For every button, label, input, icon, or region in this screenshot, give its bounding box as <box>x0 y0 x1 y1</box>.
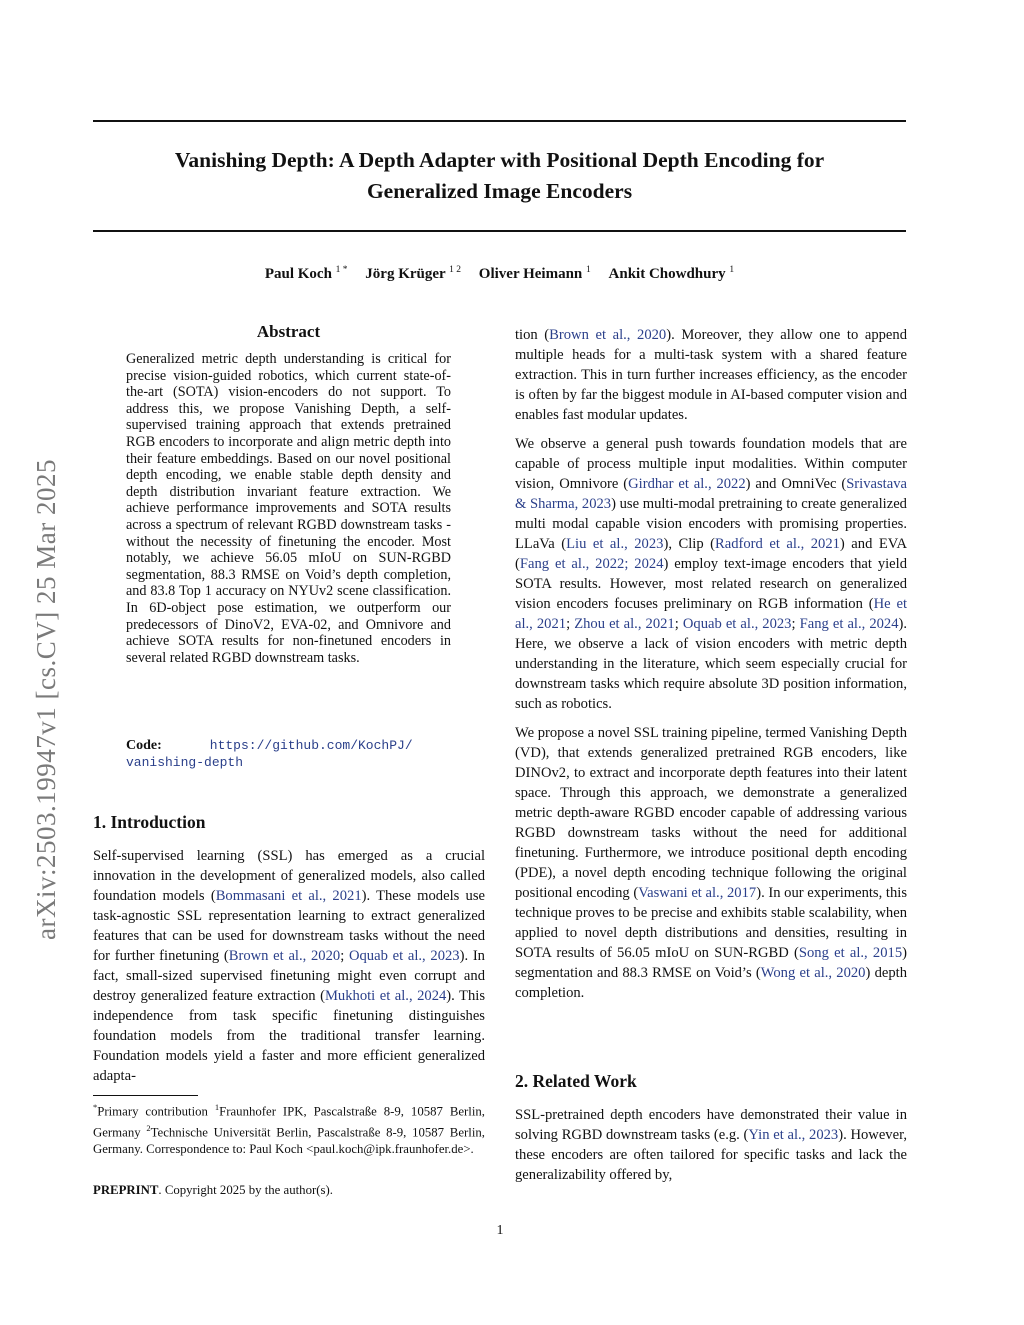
introduction-heading: 1. Introduction <box>93 812 206 832</box>
code-url-link[interactable]: https://github.com/KochPJ/ vanishing-depth <box>126 738 413 770</box>
author-name: Ankit Chowdhury <box>608 266 726 282</box>
footnote: *Primary contribution $^1$Fraunhofer IPK, Pascalstraße 8-9, 10587 Berlin, Germany $^2$Technische Universität Berlin, Pascalstraße 8-9, 10587 Berlin, Germany. Correspondence to: Paul Koch <paul.koch@ipk.fraunhofer.de>. <box>93 1102 485 1156</box>
author-name: Jörg Krüger <box>365 266 446 282</box>
author-affiliation: 1 * <box>335 265 348 275</box>
title-line-2: Generalized Image Encoders <box>366 179 633 203</box>
title-line-1: Vanishing Depth: A Depth Adapter with Positional Depth Encoding for <box>174 148 825 172</box>
citation-link[interactable]: Brown et al., 2020 <box>228 948 341 964</box>
abstract-text: Generalized metric depth understanding is critical for precise vision-guided robotics, which current state-of-the-art (SOTA) vision-encoders do not support. To address this, we propose Vanishing Depth, a self-supervised training approach that extends pretrained RGB encoders to incorporate and align metric depth into their feature embeddings. Based on our novel positional depth encoding, we enable stable depth density and depth distribution invariant feature extraction. We achieve performance improvements and SOTA results across a spectrum of relevant RGBD downstream tasks - without the necessity of finetuning the encoder. Most notably, we achieve 56.05 mIoU on SUN-RGBD segmentation, 88.3 RMSE on Void’s depth completion, and 83.8 Top 1 accuracy on NYUv2 scene classification. In 6D-object pose estimation, we outperform our predecessors of DinoV2, EVA-02, and Omnivore and achieve SOTA results for non-finetuned encoders in several related RGBD downstream tasks. <box>126 351 451 666</box>
intro-paragraph-proposal: We propose a novel SSL training pipeline, termed Vanishing Depth (VD), that extends generalized pretrained RGB encoders, like DINOv2, to extract and incorporate depth features into their latent space. Through this approach, we demonstrate a generalized metric depth-aware RGBD encoder capable of addressing various RGBD downstream tasks without the need for additional finetuning. Furthermore, we introduce positional depth encoding (PDE), a novel depth encoding technique following the original positional encoding (Vaswani et al., 2017). In our experiments, this technique proves to be precise and exhibits stable scalability, when applied to novel depth distributions and densities, resulting in SOTA results of 56.05 mIoU on SUN-RGBD (Song et al., 2015) segmentation and 88.3 RMSE on Void’s (Wong et al., 2020) depth completion. <box>515 725 907 1001</box>
intro-paragraph-foundation-models: We observe a general push towards foundation models that are capable of process multiple input modalities. Within computer vision, Omnivore (Girdhar et al., 2022) and OmniVec (Srivastava & Sharma, 2023) use multi-modal pretraining to create generalized multi modal capable vision encoders with promising properties. LLaVa (Liu et al., 2023), Clip (Radford et al., 2021) and EVA (Fang et al., 2022; 2024) employ text-image encoders that yield SOTA results. However, most related research on generalized vision encoders focuses preliminary on RGB information (He et al., 2021; Zhou et al., 2021; Oquab et al., 2023; Fang et al., 2024). Here, we observe a lack of vision encoders with metric depth understanding in the literature, which seem especially crucial for downstream tasks which require absolute 3D position information, such as robotics. <box>515 436 908 712</box>
citation-link[interactable]: Mukhoti et al., 2024 <box>324 988 447 1004</box>
author <box>365 266 461 282</box>
citation-link[interactable]: Liu et al., 2023 <box>566 536 664 552</box>
citation-link[interactable]: Brown et al., 2020 <box>549 327 667 343</box>
paper-title <box>93 145 906 207</box>
abstract-heading: Abstract <box>256 322 321 341</box>
author-name: Oliver Heimann <box>478 266 583 282</box>
author-affiliation: 1 <box>586 265 591 275</box>
citation-link[interactable]: Srivastava & Sharma, 2023 <box>515 476 907 512</box>
citation-link[interactable]: Song et al., 2015 <box>798 945 903 961</box>
author-affiliation: 1 <box>729 265 735 275</box>
citation-link[interactable]: Vaswani et al., 2017 <box>638 885 757 901</box>
footnote-rule <box>93 1095 198 1096</box>
code-label: Code: <box>126 738 162 753</box>
title-top-rule <box>93 120 906 122</box>
author <box>609 266 735 282</box>
citation-link[interactable]: Radford et al., 2021 <box>715 536 840 552</box>
related-work-heading: 2. Related Work <box>515 1071 637 1091</box>
author <box>265 266 348 282</box>
citation-link[interactable]: He et al., 2021 <box>515 596 907 632</box>
right-column <box>515 325 907 1012</box>
author-list <box>93 265 906 283</box>
citation-link[interactable]: Yin et al., 2023 <box>748 1127 839 1143</box>
citation-link[interactable]: Oquab et al., 2023 <box>682 616 792 632</box>
related-work-paragraph: SSL-pretrained depth encoders have demonstrated their value in solving RGBD downstream tasks (e.g. (Yin et al., 2023). However, these encoders are often tailored for specific tasks and lack the generalizability offered by, <box>515 1107 907 1183</box>
arxiv-identifier: arXiv:2503.19947v1 [cs.CV] 25 Mar 2025 <box>31 459 61 940</box>
citation-link[interactable]: Bommasani et al., 2021 <box>215 888 362 904</box>
author <box>479 266 591 282</box>
citation-link[interactable]: Zhou et al., 2021 <box>574 616 675 632</box>
title-bottom-rule <box>93 230 906 232</box>
citation-link[interactable]: Girdhar et al., 2022 <box>628 476 746 492</box>
citation-link[interactable]: Fang et al., 2022; 2024 <box>519 556 664 572</box>
code-link-block <box>126 737 456 771</box>
intro-paragraph-continued: tion (Brown et al., 2020). Moreover, they allow one to append multiple heads for a multi-task system with a shared feature extraction. This in turn further increases efficiency, as the encoder is often by far the biggest module in AI-based computer vision and enables fast modular updates. <box>515 327 907 423</box>
citation-link[interactable]: Fang et al., 2024 <box>799 616 899 632</box>
page-number: 1 <box>496 1223 504 1238</box>
preprint-notice: PREPRINT. Copyright 2025 by the author(s). <box>93 1183 333 1197</box>
introduction-paragraph: Self-supervised learning (SSL) has emerged as a crucial innovation in the development of generalized models, also called foundation models (Bommasani et al., 2021). These models use task-agnostic SSL representation learning to extract generalized features that can be used for downstream tasks without the need for further finetuning (Brown et al., 2020; Oquab et al., 2023). In fact, small-sized supervised finetuning might even corrupt and destroy generalized feature extraction (Mukhoti et al., 2024). This independence from task specific finetuning distinguishes foundation models from the traditional transfer learning. Foundation models yield a faster and more efficient generalized adapta- <box>93 848 485 1084</box>
author-affiliation: 1 2 <box>449 265 462 275</box>
citation-link[interactable]: Wong et al., 2020 <box>760 965 866 981</box>
citation-link[interactable]: Oquab et al., 2023 <box>348 948 460 964</box>
author-name: Paul Koch <box>264 266 332 282</box>
